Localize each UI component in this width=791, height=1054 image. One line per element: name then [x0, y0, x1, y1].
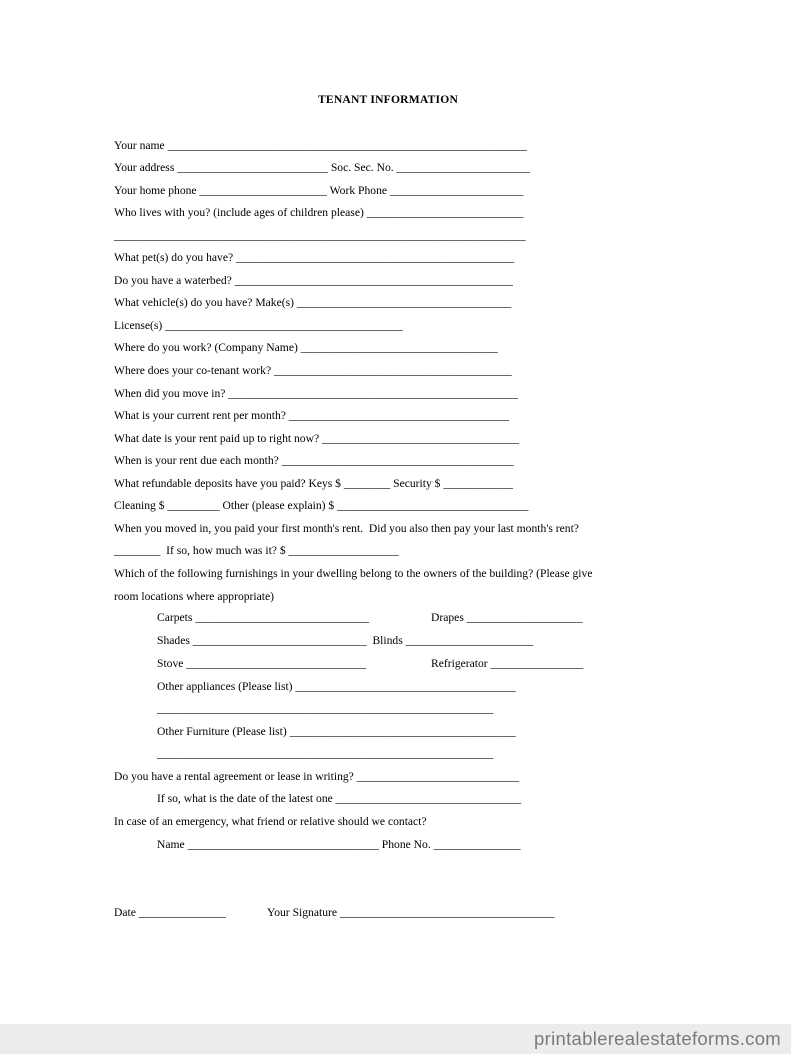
lease-question[interactable]: Do you have a rental agreement or lease in writing? ____________________________ [114, 770, 520, 783]
vehicles-field[interactable]: What vehicle(s) do you have? Make(s) _____________________________________ [114, 296, 512, 309]
rent-due-field[interactable]: When is your rent due each month? ________________________________________ [114, 454, 514, 467]
name-field[interactable]: Your name ______________________________________________________________ [114, 139, 527, 152]
shades-blinds-field[interactable]: Shades ______________________________ Blinds ______________________ [157, 634, 534, 647]
signature-field[interactable]: Your Signature _____________________________________ [267, 906, 555, 919]
deposits-field[interactable]: What refundable deposits have you paid? Keys $ ________ Security $ ____________ [114, 477, 513, 490]
household-blank[interactable]: _______________________________________________________________________ [114, 229, 526, 242]
current-rent-field[interactable]: What is your current rent per month? ______________________________________ [114, 409, 510, 422]
rent-paid-field[interactable]: What date is your rent paid up to right now? __________________________________ [114, 432, 520, 445]
household-field[interactable]: Who lives with you? (include ages of children please) ___________________________ [114, 206, 524, 219]
move-in-field[interactable]: When did you move in? __________________________________________________ [114, 387, 519, 400]
emergency-question: In case of an emergency, what friend or relative should we contact? [114, 815, 427, 828]
refrigerator-field[interactable]: Refrigerator ________________ [431, 657, 584, 670]
last-month-rent-amount-field[interactable]: ________ If so, how much was it? $ ___________________ [114, 544, 399, 557]
carpets-field[interactable]: Carpets ______________________________ [157, 611, 370, 624]
waterbed-field[interactable]: Do you have a waterbed? ________________________________________________ [114, 274, 513, 287]
last-month-rent-question: When you moved in, you paid your first month's rent. Did you also then pay your last month's rent? [114, 522, 579, 535]
address-ssn-field[interactable]: Your address __________________________ Soc. Sec. No. _______________________ [114, 161, 530, 174]
watermark: printablerealestateforms.com [534, 1028, 781, 1049]
cotenant-work-field[interactable]: Where does your co-tenant work? _________________________________________ [114, 364, 512, 377]
furnishings-question-cont: room locations where appropriate) [114, 590, 274, 603]
other-appliances-field[interactable]: Other appliances (Please list) ______________________________________ [157, 680, 516, 693]
pets-field[interactable]: What pet(s) do you have? ________________________________________________ [114, 251, 515, 264]
work-field[interactable]: Where do you work? (Company Name) __________________________________ [114, 341, 498, 354]
phone-field[interactable]: Your home phone ______________________ Work Phone _______________________ [114, 184, 524, 197]
cleaning-other-field[interactable]: Cleaning $ _________ Other (please explain) $ _________________________________ [114, 499, 529, 512]
date-field[interactable]: Date _______________ [114, 906, 226, 919]
lease-date-field[interactable]: If so, what is the date of the latest one ________________________________ [157, 792, 522, 805]
stove-field[interactable]: Stove _______________________________ [157, 657, 367, 670]
other-furniture-blank[interactable]: __________________________________________________________ [157, 747, 494, 760]
license-field[interactable]: License(s) _________________________________________ [114, 319, 403, 332]
furnishings-question: Which of the following furnishings in your dwelling belong to the owners of the building? (Please give [114, 567, 593, 580]
emergency-name-phone-field[interactable]: Name _________________________________ Phone No. _______________ [157, 838, 521, 851]
page-title: TENANT INFORMATION [317, 93, 459, 106]
other-furniture-field[interactable]: Other Furniture (Please list) _______________________________________ [157, 725, 516, 738]
drapes-field[interactable]: Drapes ____________________ [431, 611, 583, 624]
other-appliances-blank[interactable]: __________________________________________________________ [157, 702, 494, 715]
